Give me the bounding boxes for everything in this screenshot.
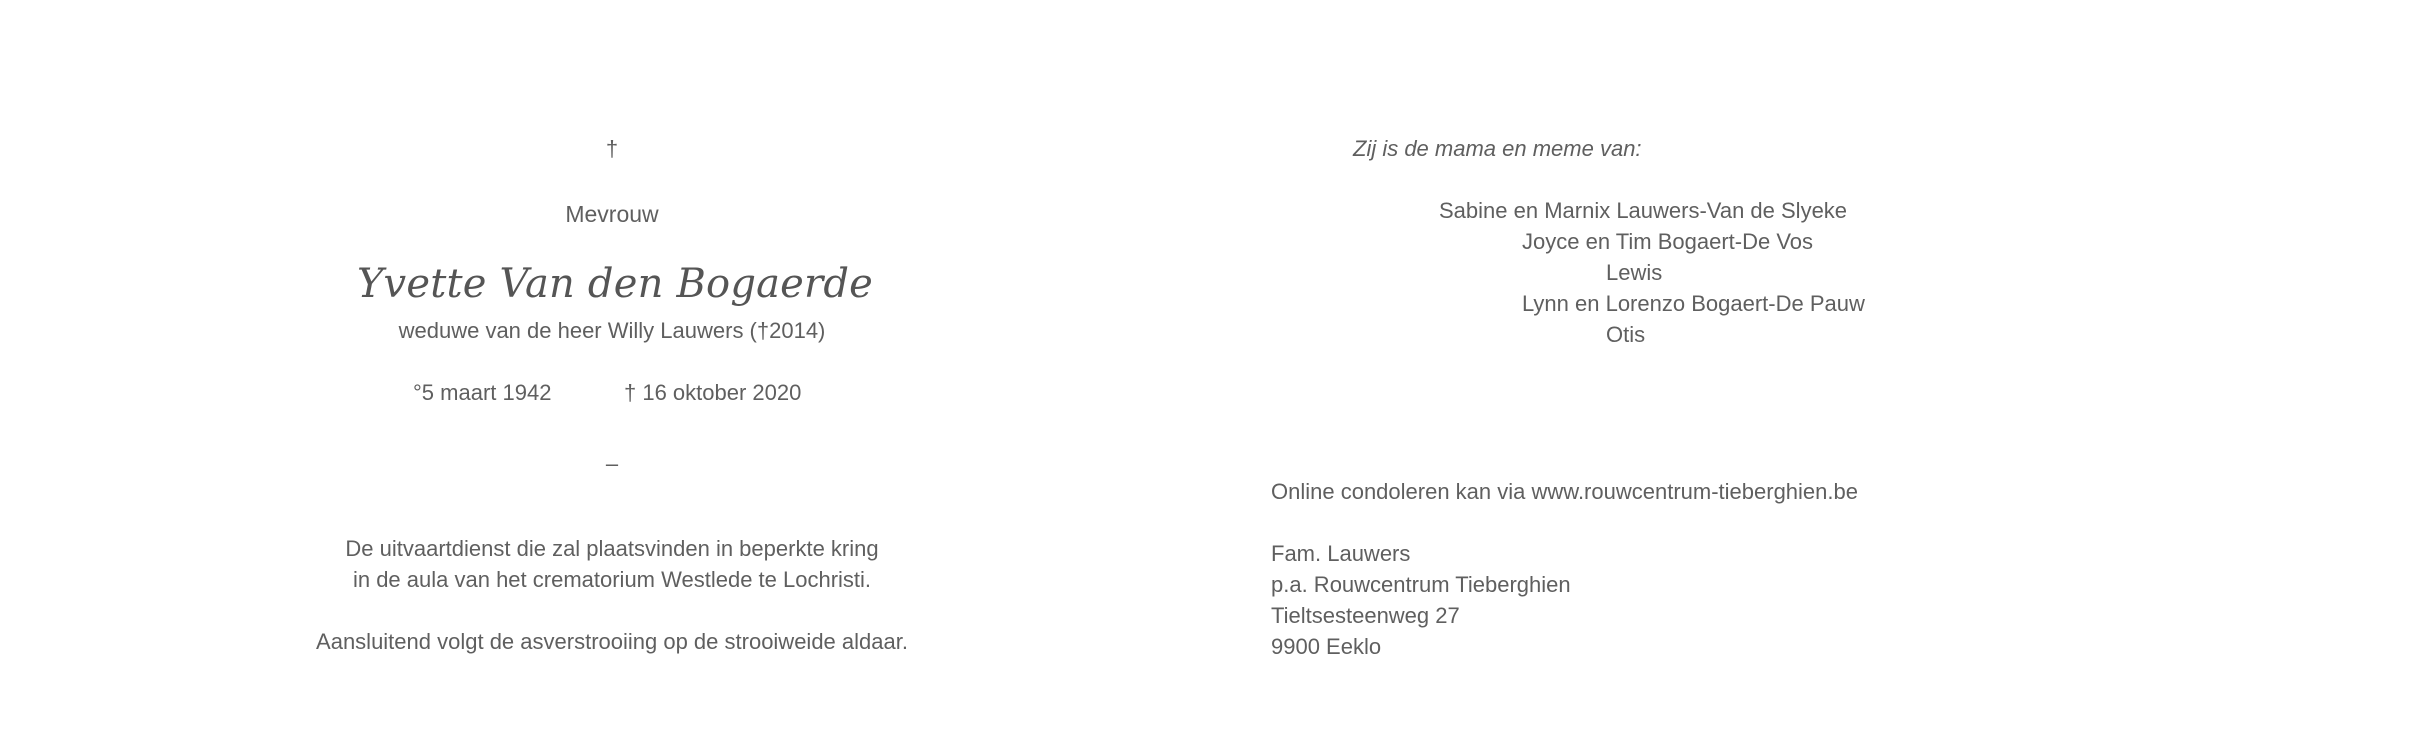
service-line-2: in de aula van het crematorium Westlede te Lochristi. (352, 567, 872, 592)
widow-line: weduwe van de heer Willy Lauwers (†2014) (398, 318, 826, 343)
family-member: Lynn en Lorenzo Bogaert-De Pauw (1522, 291, 1865, 316)
address-line: Tieltsesteenweg 27 (1271, 603, 1460, 628)
salutation: Mevrouw (565, 201, 659, 227)
family-member: Sabine en Marnix Lauwers-Van de Slyeke (1439, 198, 1848, 223)
address-line: Fam. Lauwers (1271, 541, 1411, 566)
address-line: p.a. Rouwcentrum Tieberghien (1271, 572, 1571, 597)
deceased-name: Yvette Van den Bogaerde (356, 261, 874, 307)
death-date: † 16 oktober 2020 (624, 380, 802, 405)
family-member: Joyce en Tim Bogaert-De Vos (1522, 229, 1814, 254)
address-line: 9900 Eeklo (1271, 634, 1382, 659)
service-line-1: De uitvaartdienst die zal plaatsvinden in beperkte kring (345, 536, 879, 561)
family-member: Otis (1606, 322, 1646, 347)
divider: – (605, 451, 619, 476)
family-member: Lewis (1606, 260, 1663, 285)
family-intro: Zij is de mama en meme van: (1353, 136, 1642, 161)
online-condolence: Online condoleren kan via www.rouwcentrum-tieberghien.be (1271, 479, 1858, 504)
scattering-line: Aansluitend volgt de asverstrooiing op de strooiweide aldaar. (316, 629, 908, 654)
cross-icon: † (605, 136, 619, 161)
birth-date: °5 maart 1942 (413, 380, 552, 405)
